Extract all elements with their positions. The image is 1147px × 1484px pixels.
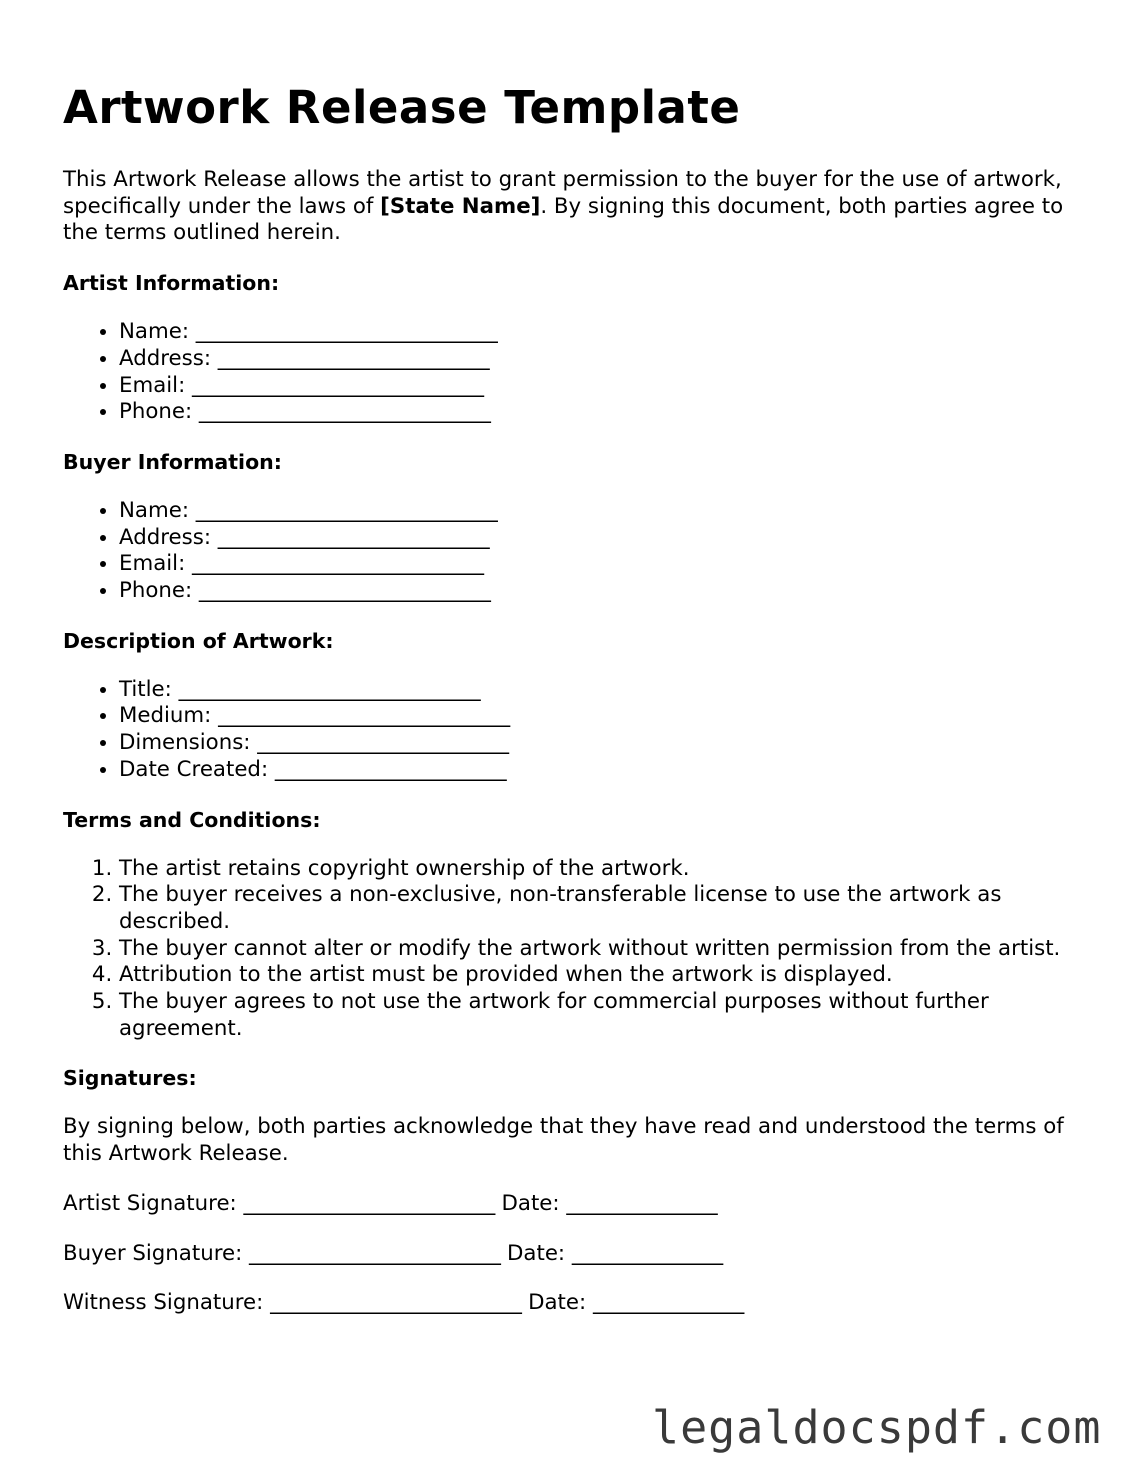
signatures-intro: By signing below, both parties acknowledge that they have read and understood the terms of this Artwork Release.: [63, 1114, 1064, 1167]
artwork-title-field: [119, 677, 1103, 704]
witness-signature-line: [63, 1290, 1103, 1317]
buyer-date-blank[interactable]: _______________: [571, 1240, 723, 1266]
artist-phone-blank[interactable]: _____________________________: [198, 399, 491, 425]
artwork-medium-blank[interactable]: _____________________________: [218, 703, 510, 729]
buyer-name-field: [119, 498, 1103, 525]
date-label: Date:: [494, 1190, 567, 1216]
artwork-medium-field: [119, 703, 1103, 730]
term-item: 3. The buyer cannot alter or modify the artwork without written permission from the artist.: [119, 936, 1103, 963]
term-item: 2. The buyer receives a non-exclusive, non-transferable license to use the artwork as described.: [119, 882, 1103, 935]
artwork-description-list: [63, 677, 1103, 784]
buyer-name-blank[interactable]: ______________________________: [195, 497, 498, 523]
intro-text-after: . By signing this document, both parties agree to the terms outlined herein.: [63, 193, 1064, 246]
signature-label: Artist Signature:: [63, 1190, 244, 1216]
signature-label: Buyer Signature:: [63, 1240, 250, 1266]
witness-signature-blank[interactable]: _________________________: [270, 1290, 522, 1316]
witness-date-blank[interactable]: _______________: [592, 1290, 744, 1316]
artist-info-heading: Artist Information:: [63, 271, 280, 296]
artist-name-field: [119, 319, 1103, 346]
artist-info-list: [63, 319, 1103, 426]
signatures-heading: Signatures:: [63, 1066, 197, 1091]
buyer-email-field: [119, 551, 1103, 578]
intro-paragraph: [63, 167, 1103, 247]
field-label: Date Created:: [119, 756, 275, 782]
buyer-signature-blank[interactable]: _________________________: [249, 1240, 501, 1266]
buyer-email-blank[interactable]: _____________________________: [192, 551, 484, 577]
term-item: 5. The buyer agrees to not use the artwork for commercial purposes without further agreement.: [119, 989, 1103, 1042]
artist-address-field: [119, 346, 1103, 373]
buyer-signature-line: [63, 1241, 1103, 1268]
artist-date-blank[interactable]: _______________: [566, 1190, 718, 1216]
field-label: Phone:: [119, 578, 199, 604]
artist-signature-blank[interactable]: _________________________: [243, 1190, 495, 1216]
state-name-placeholder: [State Name]: [380, 193, 541, 219]
field-label: Address:: [119, 345, 218, 371]
document-page: [63, 82, 1103, 1317]
field-label: Name:: [119, 319, 196, 345]
artwork-date-created-blank[interactable]: _______________________: [274, 756, 507, 782]
buyer-address-field: [119, 525, 1103, 552]
field-label: Title:: [119, 676, 179, 702]
buyer-info-heading: Buyer Information:: [63, 449, 282, 474]
buyer-address-blank[interactable]: ___________________________: [217, 524, 490, 550]
artwork-date-created-field: [119, 757, 1103, 784]
buyer-phone-blank[interactable]: _____________________________: [198, 578, 491, 604]
artwork-dimensions-field: [119, 730, 1103, 757]
date-label: Date:: [500, 1240, 572, 1266]
field-label: Email:: [119, 551, 193, 577]
artist-name-blank[interactable]: ______________________________: [195, 319, 498, 345]
field-label: Address:: [119, 524, 218, 550]
field-label: Dimensions:: [119, 730, 258, 756]
term-item: 4. Attribution to the artist must be provided when the artwork is displayed.: [119, 962, 1103, 989]
term-item: 1. The artist retains copyright ownership of the artwork.: [119, 856, 1103, 883]
watermark-text: legaldocspdf.com: [652, 1401, 1102, 1454]
intro-text-before: This Artwork Release allows the artist to grant permission to the buyer for the use of artwork, specifically under the laws of: [63, 167, 1062, 219]
terms-list: [63, 856, 1103, 1043]
date-label: Date:: [521, 1290, 593, 1316]
page-title: Artwork Release Template: [63, 81, 741, 134]
buyer-phone-field: [119, 578, 1103, 605]
field-label: Phone:: [119, 399, 199, 425]
field-label: Name:: [119, 497, 196, 523]
artist-email-blank[interactable]: _____________________________: [192, 372, 484, 398]
artwork-description-heading: Description of Artwork:: [63, 628, 334, 653]
artist-email-field: [119, 373, 1103, 400]
artist-address-blank[interactable]: ___________________________: [217, 345, 490, 371]
field-label: Medium:: [119, 703, 219, 729]
field-label: Email:: [119, 372, 193, 398]
artist-phone-field: [119, 399, 1103, 426]
artist-signature-line: [63, 1191, 1103, 1218]
signature-label: Witness Signature:: [63, 1290, 271, 1316]
buyer-info-list: [63, 498, 1103, 605]
artwork-title-blank[interactable]: ______________________________: [178, 676, 481, 702]
terms-heading: Terms and Conditions:: [63, 807, 321, 832]
artwork-dimensions-blank[interactable]: _________________________: [257, 730, 509, 756]
